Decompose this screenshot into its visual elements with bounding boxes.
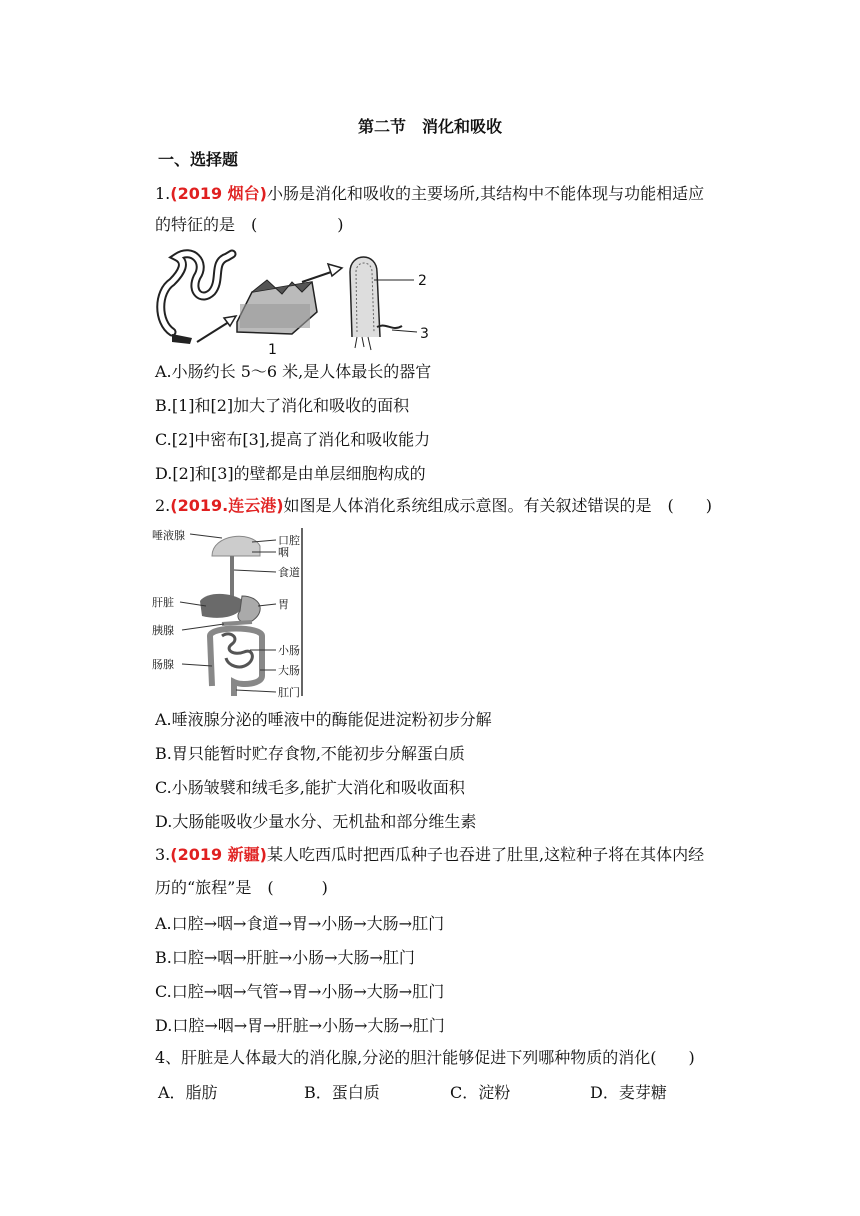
- q4-option-a: A．脂肪: [158, 1083, 218, 1102]
- q3-text-1: 某人吃西瓜时把西瓜种子也吞进了肚里,这粒种子将在其体内经: [267, 845, 705, 864]
- q2-label-pancreas: 胰腺: [152, 624, 174, 637]
- q2-label-intestinal-gland: 肠腺: [152, 658, 174, 671]
- q3-option-c: C.口腔→咽→气管→胃→小肠→大肠→肛门: [155, 982, 445, 1001]
- q2-label-anus: 肛门: [278, 686, 300, 698]
- q2-label-pharynx: 咽: [278, 546, 289, 559]
- q2-option-c: C.小肠皱襞和绒毛多,能扩大消化和吸收面积: [155, 778, 465, 797]
- q2-figure: [152, 526, 307, 698]
- q1-fig-label-3: 3: [420, 326, 429, 342]
- q3-option-a: A.口腔→咽→食道→胃→小肠→大肠→肛门: [155, 914, 445, 933]
- q2-label-stomach: 胃: [278, 598, 289, 611]
- q2-option-b: B.胃只能暂时贮存食物,不能初步分解蛋白质: [155, 744, 465, 763]
- q3-line-2: 历的“旅程”是 ( ): [155, 878, 328, 897]
- q2-label-large-intestine: 大肠: [278, 664, 300, 677]
- q2-line-1: [155, 496, 712, 516]
- q1-text-1: 小肠是消化和吸收的主要场所,其结构中不能体现与功能相适应: [267, 184, 705, 203]
- q1-option-a: A.小肠约长 5～6 米,是人体最长的器官: [155, 362, 432, 381]
- q4-options: [158, 1083, 667, 1103]
- q1-option-d: D.[2]和[3]的壁都是由单层细胞构成的: [155, 464, 426, 483]
- page-title: 第二节 消化和吸收: [357, 117, 502, 136]
- q4-option-c: C．淀粉: [450, 1083, 511, 1102]
- q4-line-1: 4、肝脏是人体最大的消化腺,分泌的胆汁能够促进下列哪种物质的消化( ): [155, 1048, 695, 1067]
- q4-option-d: D．麦芽糖: [590, 1083, 667, 1102]
- q2-text-1: 如图是人体消化系统组成示意图。有关叙述错误的是 ( ): [283, 496, 713, 515]
- q2-option-d: D.大肠能吸收少量水分、无机盐和部分维生素: [155, 812, 477, 831]
- q2-number: 2.: [155, 496, 171, 515]
- q1-number: 1.: [155, 184, 171, 203]
- q2-label-liver: 肝脏: [152, 596, 174, 609]
- q1-line-1: [155, 184, 704, 204]
- q2-source: (2019.连云港): [170, 496, 284, 515]
- q1-fig-label-2: 2: [418, 273, 427, 289]
- q4-option-b: B．蛋白质: [304, 1083, 380, 1102]
- q1-figure: [152, 242, 442, 354]
- q3-line-1: [155, 845, 704, 865]
- q2-label-small-intestine: 小肠: [278, 644, 300, 657]
- q2-label-saliva: 唾液腺: [152, 529, 185, 542]
- q3-source: (2019 新疆): [170, 845, 267, 864]
- q3-option-b: B.口腔→咽→肝脏→小肠→大肠→肛门: [155, 948, 415, 967]
- q3-number: 3.: [155, 845, 171, 864]
- section-heading: 一、选择题: [158, 150, 239, 169]
- q1-option-c: C.[2]中密布[3],提高了消化和吸收能力: [155, 430, 431, 449]
- q2-label-mouth: 口腔: [278, 534, 300, 547]
- q1-source: (2019 烟台): [170, 184, 267, 203]
- q1-option-b: B.[1]和[2]加大了消化和吸收的面积: [155, 396, 410, 415]
- q1-fig-label-1: 1: [268, 342, 277, 354]
- q2-label-esophagus: 食道: [278, 566, 300, 579]
- q3-option-d: D.口腔→咽→胃→肝脏→小肠→大肠→肛门: [155, 1016, 445, 1035]
- q2-option-a: A.唾液腺分泌的唾液中的酶能促进淀粉初步分解: [155, 710, 492, 729]
- q1-line-2: 的特征的是 ( ): [155, 215, 344, 234]
